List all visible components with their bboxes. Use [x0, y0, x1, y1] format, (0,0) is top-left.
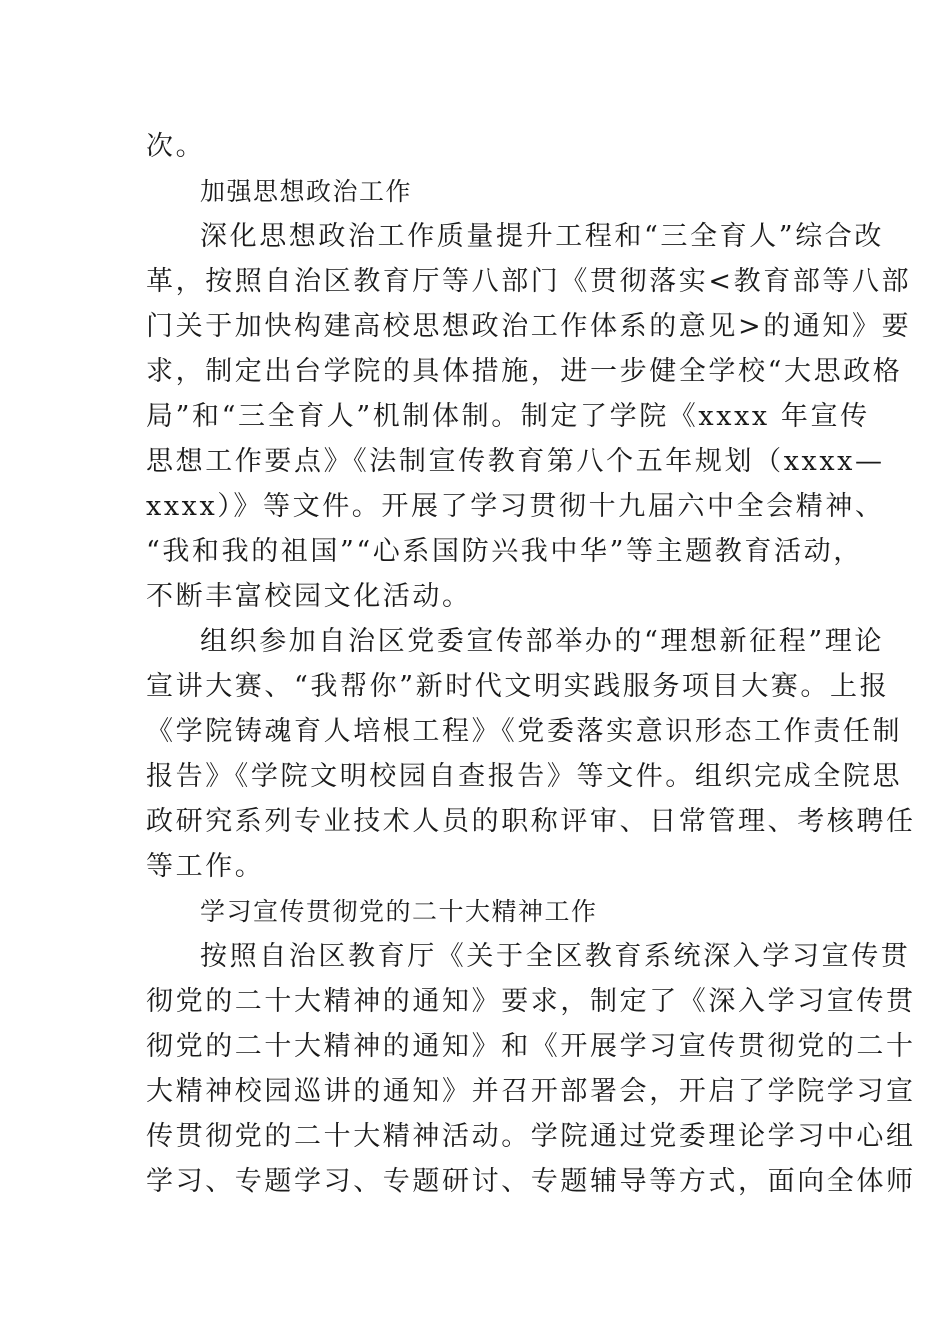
text-line: 报告》《学院文明校园自查报告》等文件。组织完成全院思 — [146, 761, 903, 792]
text-line: 传贯彻党的二十大精神活动。学院通过党委理论学习中心组 — [146, 1121, 916, 1152]
text-line: 次。 — [146, 131, 206, 162]
text-line: 局”和“三全育人”机制体制。制定了学院《xxxx 年宣传 — [146, 401, 870, 432]
section-heading: 加强思想政治工作 — [200, 177, 413, 206]
section-heading: 学习宣传贯彻党的二十大精神工作 — [200, 897, 598, 926]
text-line: 等工作。 — [146, 851, 265, 882]
text-line: 思想工作要点》《法制宣传教育第八个五年规划（xxxx— — [146, 446, 885, 477]
text-line: “我和我的祖国”“心系国防兴我中华”等主题教育活动， — [146, 536, 863, 567]
paragraph-first-line: 组织参加自治区党委宣传部举办的“理想新征程”理论 — [200, 626, 885, 657]
text-line: 大精神校园巡讲的通知》并召开部署会，开启了学院学习宣 — [146, 1076, 916, 1107]
text-line: xxxx）》等文件。开展了学习贯彻十九届六中全会精神、 — [146, 491, 885, 522]
text-line: 《学院铸魂育人培根工程》《党委落实意识形态工作责任制 — [146, 716, 903, 747]
text-line: 求，制定出台学院的具体措施，进一步健全学校“大思政格 — [146, 356, 903, 387]
text-line: 不断丰富校园文化活动。 — [146, 581, 472, 612]
text-line: 彻党的二十大精神的通知》和《开展学习宣传贯彻党的二十 — [146, 1031, 916, 1062]
text-line: 革，按照自治区教育厅等八部门《贯彻落实<教育部等八部 — [146, 266, 912, 297]
text-line: 彻党的二十大精神的通知》要求，制定了《深入学习宣传贯 — [146, 986, 916, 1017]
text-line: 学习、专题学习、专题研讨、专题辅导等方式，面向全体师 — [146, 1166, 916, 1197]
text-line: 政研究系列专业技术人员的职称评审、日常管理、考核聘任 — [146, 806, 916, 837]
paragraph-first-line: 深化思想政治工作质量提升工程和“三全育人”综合改 — [200, 221, 885, 252]
paragraph-first-line: 按照自治区教育厅《关于全区教育系统深入学习宣传贯 — [200, 941, 911, 972]
text-line: 宣讲大赛、“我帮你”新时代文明实践服务项目大赛。上报 — [146, 671, 890, 702]
text-line: 门关于加快构建高校思想政治工作体系的意见>的通知》要 — [146, 311, 912, 342]
